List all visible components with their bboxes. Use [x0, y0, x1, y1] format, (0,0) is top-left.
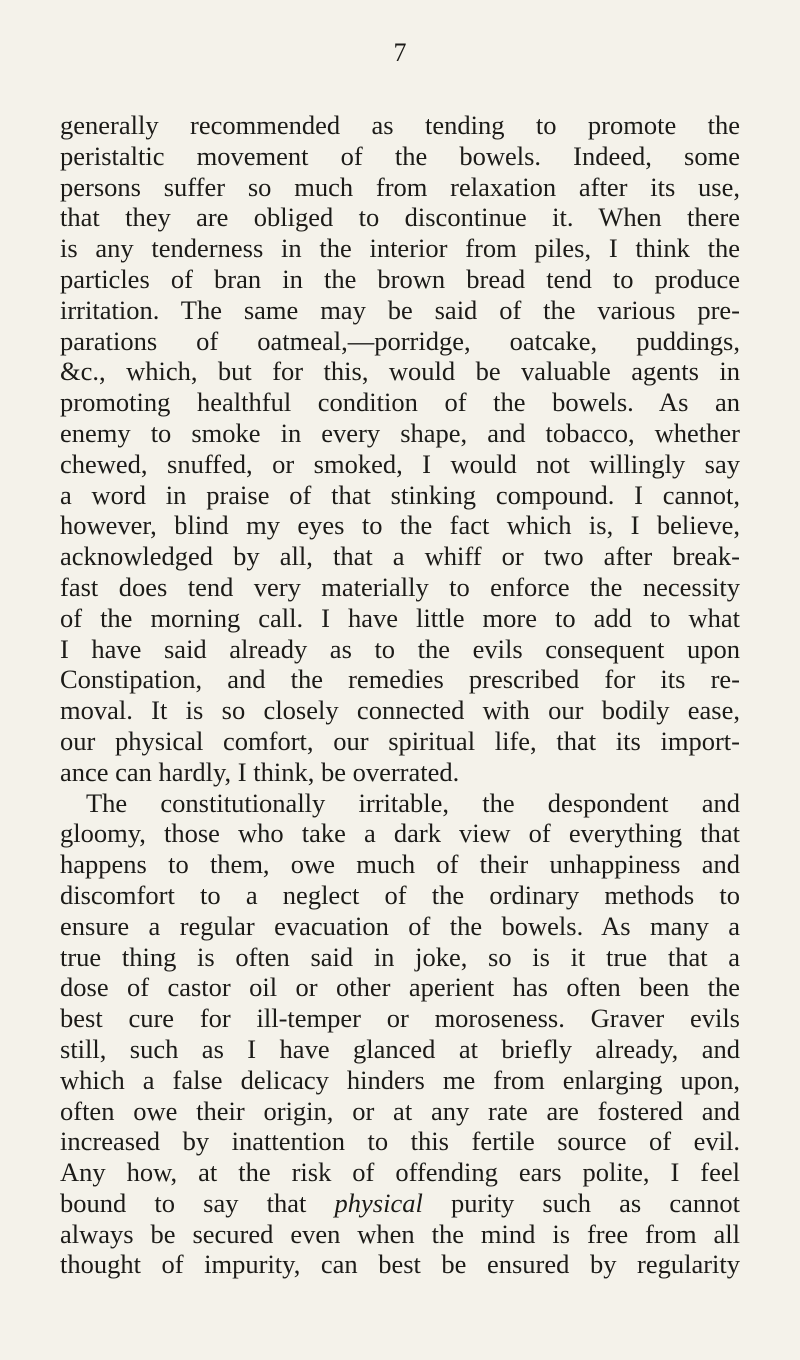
text-line: of the morning call. I have little more to add to what: [60, 602, 740, 633]
text-line: which a false delicacy hinders me from enlarging upon,: [60, 1064, 740, 1095]
text-line: however, blind my eyes to the fact which is, I believe,: [60, 510, 740, 541]
text-line: particles of bran in the brown bread tend to produce: [60, 263, 740, 294]
paragraph-start-line: The constitutionally irritable, the despondent and: [86, 787, 740, 818]
text-line: often owe their origin, or at any rate are fostered and: [60, 1095, 740, 1126]
text-line: that they are obliged to discontinue it. When there: [60, 202, 740, 233]
text-line: still, such as I have glanced at briefly already, and: [60, 1033, 740, 1064]
text-line: true thing is often said in joke, so is it true that a: [60, 941, 740, 972]
text-line: enemy to smoke in every shape, and tobacco, whether: [60, 417, 740, 448]
text-line: a word in praise of that stinking compound. I cannot,: [60, 479, 740, 510]
text-fragment: bound to say that: [60, 1187, 335, 1218]
text-line: always be secured even when the mind is free from all: [60, 1218, 740, 1249]
text-line: parations of oatmeal,—porridge, oatcake, puddings,: [60, 325, 740, 356]
text-line: I have said already as to the evils consequent upon: [60, 633, 740, 664]
text-line: &c., which, but for this, would be valuable agents in: [60, 356, 740, 387]
paragraph-end-line: ance can hardly, I think, be overrated.: [60, 756, 460, 787]
text-line: our physical comfort, our spiritual life, that its import-: [60, 725, 740, 756]
text-line: dose of castor oil or other aperient has often been the: [60, 972, 740, 1003]
text-line: moval. It is so closely connected with our bodily ease,: [60, 695, 740, 726]
text-line: increased by inattention to this fertile source of evil.: [60, 1126, 740, 1157]
text-line: discomfort to a neglect of the ordinary methods to: [60, 879, 740, 910]
text-line: ensure a regular evacuation of the bowels. As many a: [60, 910, 740, 941]
italic-word: physical: [334, 1187, 423, 1218]
text-line: is any tenderness in the interior from piles, I think the: [60, 233, 740, 264]
text-fragment: purity such as cannot: [422, 1187, 740, 1218]
text-line-italic: [60, 1188, 740, 1219]
text-line: generally recommended as tending to promote the: [60, 110, 740, 140]
text-line: thought of impurity, can best be ensured by regularity: [60, 1249, 740, 1280]
text-line: persons suffer so much from relaxation after its use,: [60, 171, 740, 202]
text-line: acknowledged by all, that a whiff or two after break-: [60, 541, 740, 572]
text-line: peristaltic movement of the bowels. Indeed, some: [60, 140, 740, 171]
text-line: gloomy, those who take a dark view of everything that: [60, 818, 740, 849]
text-line: fast does tend very materially to enforce the necessity: [60, 571, 740, 602]
text-line: Constipation, and the remedies prescribed for its re-: [60, 664, 740, 695]
body-text: [60, 110, 740, 1280]
text-line: irritation. The same may be said of the various pre-: [60, 294, 740, 325]
text-line: chewed, snuffed, or smoked, I would not willingly say: [60, 448, 740, 479]
text-line: promoting healthful condition of the bowels. As an: [60, 387, 740, 418]
text-line: best cure for ill-temper or moroseness. Graver evils: [60, 1003, 740, 1034]
text-line: Any how, at the risk of offending ears polite, I feel: [60, 1157, 740, 1188]
text-line: happens to them, owe much of their unhappiness and: [60, 849, 740, 880]
page-number: 7: [393, 38, 407, 67]
